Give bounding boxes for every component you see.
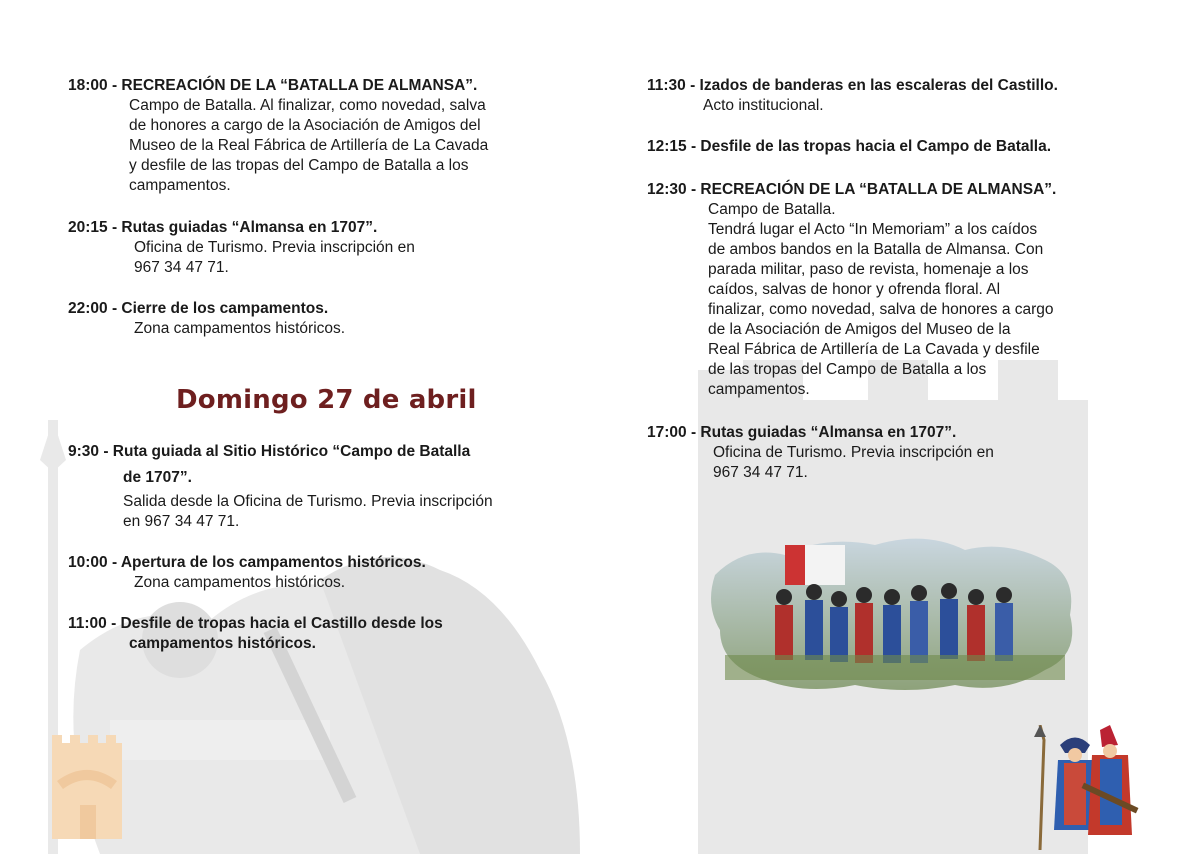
entry-details: Oficina de Turismo. Previa inscripción en 967 34 47 71.: [134, 239, 415, 276]
entry-heading: 22:00 - Cierre de los campamentos.: [68, 300, 329, 317]
entry-details: Campo de Batalla. Al finalizar, como novedad, salva de honores a cargo de la Asociación de Amigos del Museo de la Real Fábrica de Artillería de La Cavada y desfile de las tropas del Campo de Batalla a los campamentos.: [129, 97, 489, 194]
schedule-entry: [68, 614, 443, 654]
schedule-entry: [647, 137, 1051, 157]
entry-details: Campo de Batalla. Tendrá lugar el Acto “In Memoriam” a los caídos de ambos bandos en la Batalla de Almansa. Con parada militar, paso de revista, homenaje a los caídos, salvas de honor y ofrenda floral. Al finalizar, como novedad, salva de honores a cargo de la Asociación de Amigos del Museo de la Real Fábrica de Artillería de La Cavada y desfile de las tropas del Campo de Batalla a los campamentos.: [708, 201, 1054, 398]
schedule-entry: [68, 76, 488, 196]
entry-heading: 11:00 - Desfile de tropas hacia el Castillo desde los: [68, 615, 443, 632]
schedule-entry: [68, 442, 493, 532]
schedule-entry: [647, 180, 1056, 400]
entry-heading: 9:30 - Ruta guiada al Sitio Histórico “Campo de Batalla: [68, 443, 471, 460]
entry-heading: 11:30 - Izados de banderas en las escaleras del Castillo.: [647, 77, 1058, 94]
entry-heading: 12:15 - Desfile de las tropas hacia el Campo de Batalla.: [647, 138, 1052, 155]
schedule-entry: [68, 299, 345, 339]
schedule-entry: [68, 218, 415, 278]
schedule-entry: [68, 553, 426, 593]
entry-heading: 17:00 - Rutas guiadas “Almansa en 1707”.: [647, 424, 957, 441]
entry-details: Oficina de Turismo. Previa inscripción en 967 34 47 71.: [713, 444, 994, 481]
entry-details: Salida desde la Oficina de Turismo. Previa inscripción en 967 34 47 71.: [123, 493, 493, 530]
section-title: Domingo 27 de abril: [176, 385, 477, 415]
entry-heading: 12:30 - RECREACIÓN DE LA “BATALLA DE ALMANSA”.: [647, 181, 1057, 198]
entry-details: Zona campamentos históricos.: [134, 574, 346, 591]
entry-details: Acto institucional.: [703, 97, 824, 114]
entry-heading-continued: campamentos históricos.: [129, 635, 316, 652]
schedule-entry: [647, 423, 994, 483]
entry-heading-continued: de 1707”.: [123, 469, 192, 486]
entry-heading: 20:15 - Rutas guiadas “Almansa en 1707”.: [68, 219, 378, 236]
schedule-entry: [647, 76, 1058, 116]
battle-photo: [705, 535, 1080, 695]
entry-heading: 18:00 - RECREACIÓN DE LA “BATALLA DE ALMANSA”.: [68, 77, 478, 94]
entry-heading: 10:00 - Apertura de los campamentos históricos.: [68, 554, 426, 571]
soldiers-illustration: [1030, 725, 1150, 850]
castle-tower-icon: [52, 735, 122, 839]
entry-details: Zona campamentos históricos.: [134, 320, 346, 337]
